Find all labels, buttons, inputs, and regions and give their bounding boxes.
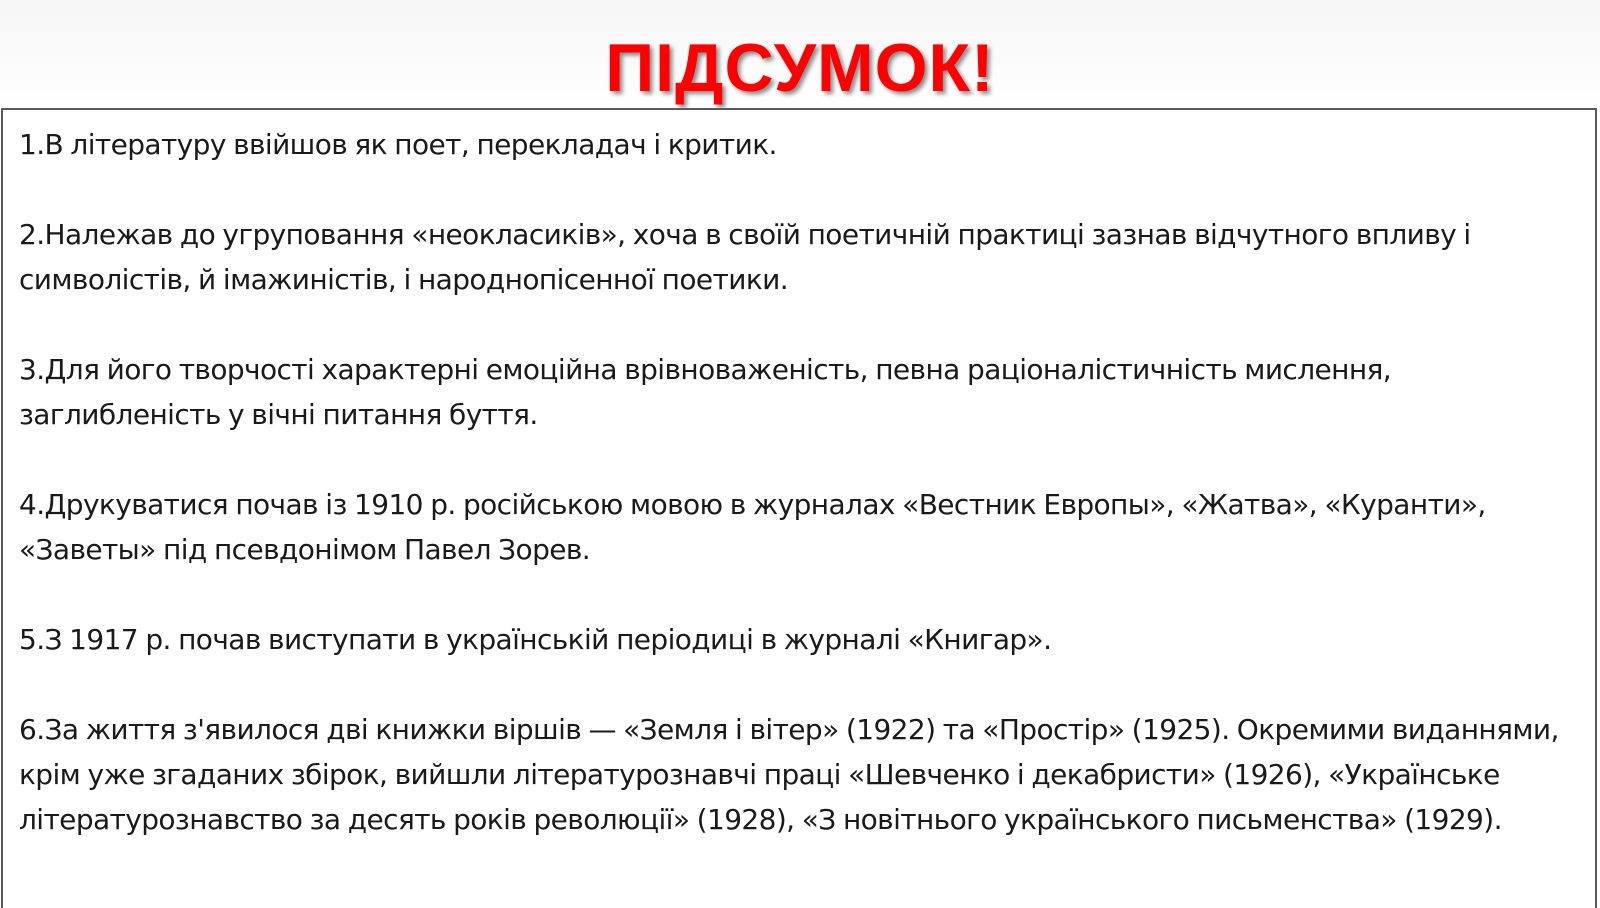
slide-title: ПІДСУМОК! — [605, 30, 995, 106]
summary-item-5: 5.З 1917 р. почав виступати в українській періодиці в журналі «Книгар». — [19, 623, 1052, 656]
content-box — [1, 108, 1597, 908]
summary-item-1: 1.В літературу ввійшов як поет, перекладач і критик. — [19, 128, 777, 161]
summary-item-6: 6.За життя з'явилося дві книжки віршів — «Земля і вітер» (1922) та «Простір» (1925). Окремими виданнями, крім уже згаданих збірок, вийшли літературознавчі праці «Шевченко і декабристи» (1926), «Українське літературознавство за десять років революції» (1928), «З новітнього українського письменства» (1929). — [19, 713, 1559, 836]
summary-item-2: 2.Належав до угруповання «неокласиків», хоча в своїй поетичній практиці зазнав відчутного впливу і символістів, й імажиністів, і народнопісенної поетики. — [19, 218, 1471, 296]
summary-list — [19, 122, 1584, 887]
summary-item-4: 4.Друкуватися почав із 1910 р. російською мовою в журналах «Вестник Европы», «Жатва», «Куранти», «Заветы» під псевдонімом Павел Зорев. — [19, 488, 1486, 566]
summary-item-3: 3.Для його творчості характерні емоційна врівноваженість, певна раціоналістичність мислення, заглибленість у вічні питання буття. — [19, 353, 1392, 431]
